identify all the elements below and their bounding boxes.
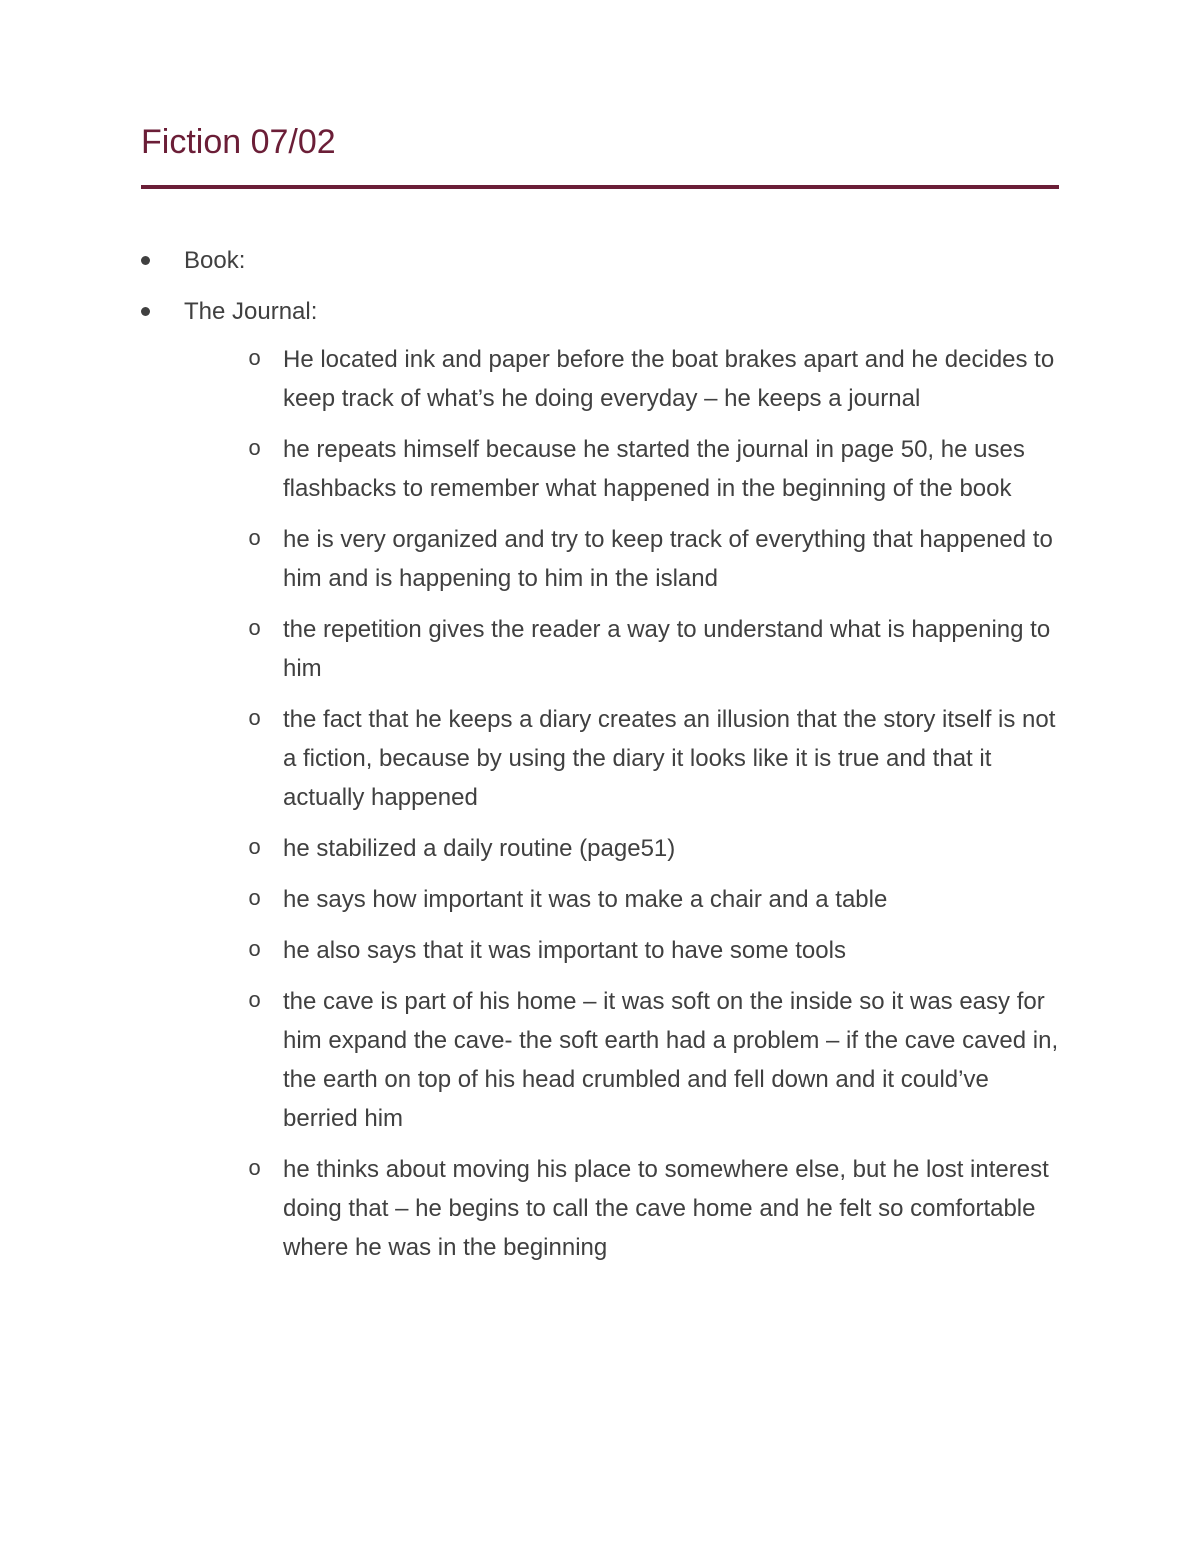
note-text: he thinks about moving his place to somewhere else, but he lost interest doing that – he begins to call the cave home and he felt so comfortable where he was in the beginning [283, 1156, 1049, 1261]
note-text: he repeats himself because he started the journal in page 50, he uses flashbacks to remember what happened in the beginning of the book [283, 436, 1025, 502]
circle-bullet-icon: o [248, 707, 262, 732]
list-item [248, 700, 1060, 817]
list-item-label: Book: [184, 247, 246, 274]
list-item [248, 931, 1060, 970]
circle-bullet-icon: o [248, 836, 262, 861]
circle-bullet-icon: o [248, 1157, 262, 1182]
circle-bullet-icon: o [248, 527, 262, 552]
note-text: he also says that it was important to have some tools [283, 937, 846, 964]
journal-notes-list [248, 340, 1060, 1279]
list-item [248, 340, 1060, 418]
page-title: Fiction 07/02 [141, 123, 336, 161]
note-text: He located ink and paper before the boat brakes apart and he decides to keep track of what’s he doing everyday – he keeps a journal [283, 346, 1055, 412]
circle-bullet-icon: o [248, 938, 262, 963]
note-text: he says how important it was to make a chair and a table [283, 886, 888, 913]
note-text: the cave is part of his home – it was soft on the inside so it was easy for him expand the cave- the soft earth had a problem – if the cave caved in, the earth on top of his head crumbled and fell down and it could’ve berried him [283, 988, 1059, 1132]
circle-bullet-icon: o [248, 989, 262, 1014]
note-text: the repetition gives the reader a way to understand what is happening to him [283, 616, 1051, 682]
list-item [248, 430, 1060, 508]
list-item [248, 610, 1060, 688]
note-text: the fact that he keeps a diary creates an illusion that the story itself is not a fiction, because by using the diary it looks like it is true and that it actually happened [283, 706, 1056, 811]
list-item [248, 982, 1060, 1138]
list-item [248, 829, 1060, 868]
circle-bullet-icon: o [248, 887, 262, 912]
list-item [248, 520, 1060, 598]
list-item [248, 1150, 1060, 1267]
title-underline [141, 185, 1059, 189]
bullet-icon [141, 256, 150, 265]
circle-bullet-icon: o [248, 347, 262, 372]
list-item-book [141, 241, 1059, 280]
list-item-journal [141, 292, 1059, 331]
list-item-label: The Journal: [184, 298, 318, 325]
circle-bullet-icon: o [248, 617, 262, 642]
bullet-icon [141, 307, 150, 316]
top-level-list [141, 241, 1059, 343]
note-text: he is very organized and try to keep track of everything that happened to him and is happening to him in the island [283, 526, 1053, 592]
list-item [248, 880, 1060, 919]
note-text: he stabilized a daily routine (page51) [283, 835, 676, 862]
circle-bullet-icon: o [248, 437, 262, 462]
